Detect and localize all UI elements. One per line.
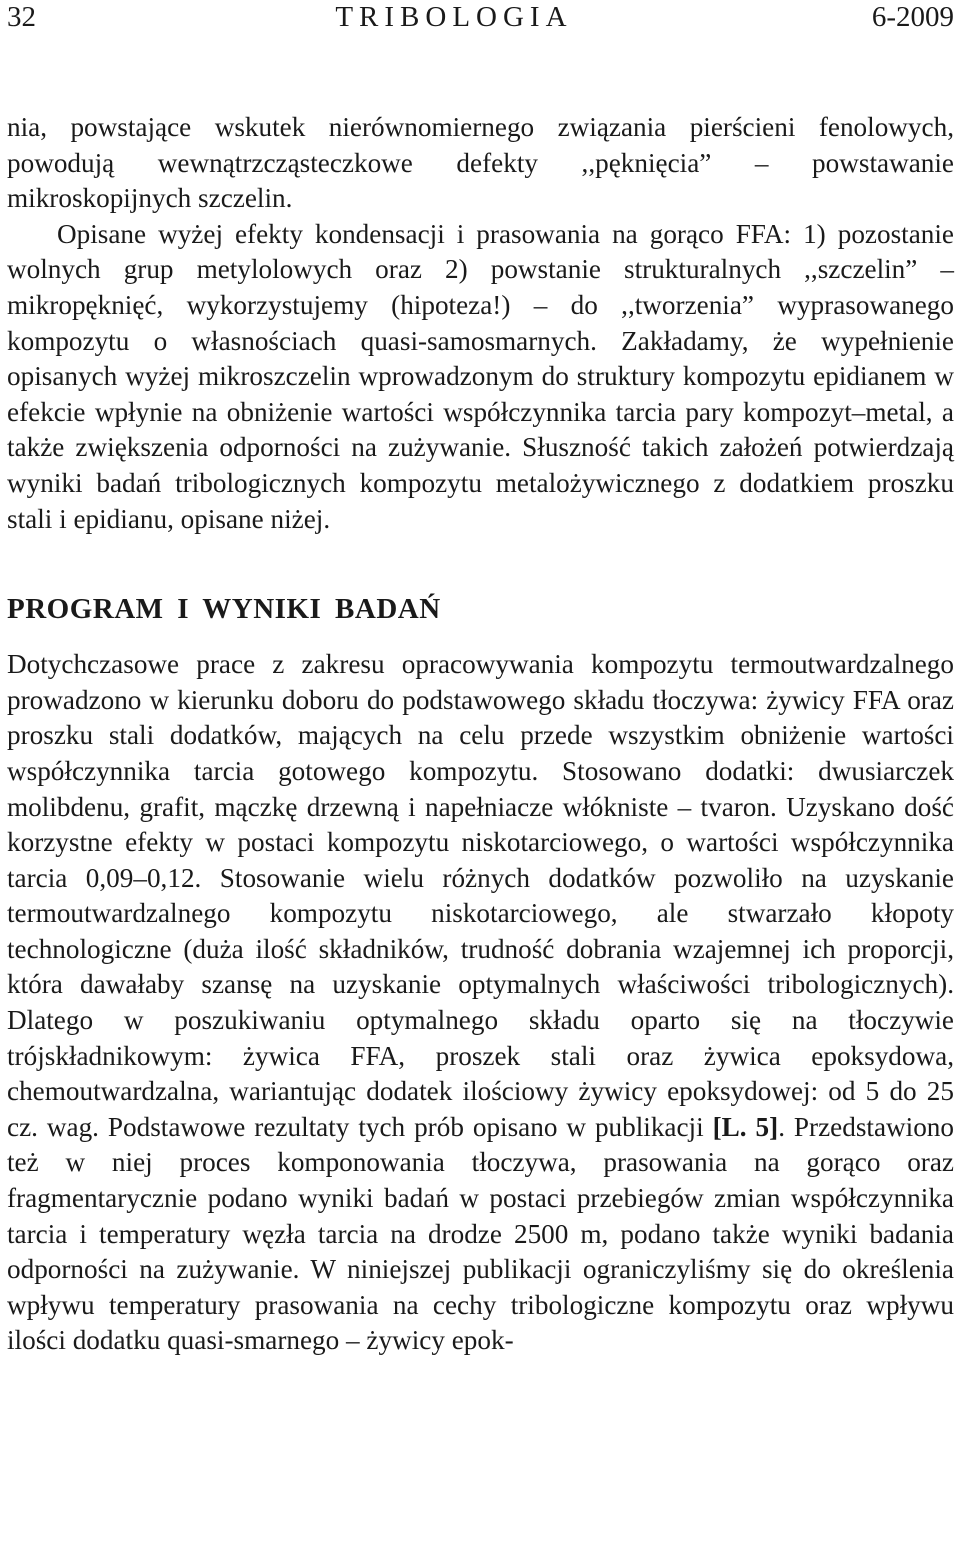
paragraph-program-text: Dotychczasowe prace z zakresu opracowywania kompozytu termoutwardzalnego prowadzono w kierunku doboru do podstawowego składu tłoczywa: żywicy FFA oraz proszku stali dodatków, mających na celu przede wszystkim obniżenie wartości współczynnika tarcia gotowego kompozytu. Stosowano dodatki: dwusiarczek molibdenu, grafit, mączkę drzewną i napełniacze włókniste – tvaron. Uzyskano dość korzystne efekty w postaci kompozytu niskotarciowego, o wartości współczynnika tarcia 0,09–0,12. Stosowanie wielu różnych dodatków pozwoliło na uzyskanie termoutwardzalnego kompozytu niskotarciowego, ale stwarzało kłopoty technologiczne (duża ilość składników, trudność dobrania wzajemnej ich proporcji, która dawałaby szansę na uzyskanie optymalnych właściwości tribologicznych). Dlatego w poszukiwaniu optymalnego składu oparto się na tłoczywie trójskładnikowym: żywica FFA, proszek stali oraz żywica epoksydowa, chemoutwardzalna, wariantując dodatek ilościowy żywicy epoksydowej: od 5 do 25 cz. wag. Podstawowe rezultaty tych prób opisano w publikacji xyxy=(7,649,954,1142)
issue-number: 6-2009 xyxy=(871,1,954,33)
paragraph-program xyxy=(7,647,954,1359)
running-header xyxy=(7,0,954,34)
section-heading: PROGRAM I WYNIKI BADAŃ xyxy=(7,593,441,626)
journal-title: TRIBOLOGIA xyxy=(335,1,573,33)
citation-reference: [L. 5] xyxy=(712,1111,779,1142)
body-text xyxy=(7,110,954,1359)
page-number: 32 xyxy=(7,1,36,33)
paragraph-program-text-continued: . Przedstawiono też w niej proces komponowania tłoczywa, prasowania na gorąco oraz fragmentarycznie podano wyniki badań w postaci przebiegów zmian współczynnika tarcia i temperatury węzła tarcia na drodze 2500 m, podano także wyniki badania odporności na zużywanie. W niniejszej publikacji ograniczyliśmy się do określenia wpływu temperatury prasowania na cechy tribologiczne kompozytu oraz wpływu ilości dodatku quasi-smarnego – żywicy epok- xyxy=(7,1111,954,1356)
paragraph-hypothesis: Opisane wyżej efekty kondensacji i prasowania na gorąco FFA: 1) pozostanie wolnych grup metylolowych oraz 2) powstanie strukturalnych ,,szczelin” – mikropęknięć, wykorzystujemy (hipoteza!) – do ,,tworzenia” wyprasowanego kompozytu o własnościach quasi-samosmarnych. Zakładamy, że wypełnienie opisanych wyżej mikroszczelin wprowadzonym do struktury kompozytu epidianem w efekcie wpłynie na obniżenie wartości współczynnika tarcia pary kompozyt–metal, a także zwiększenia odporności na zużywanie. Słuszność takich założeń potwierdzają wyniki badań tribologicznych kompozytu metalożywicznego z dodatkiem proszku stali i epidianu, opisane niżej. xyxy=(7,218,954,534)
paragraph-continued: nia, powstające wskutek nierównomiernego związania pierścieni fenolowych, powodują wewnątrzcząsteczkowe defekty ,,pęknięcia” – powstawanie mikroskopijnych szczelin. xyxy=(7,112,954,214)
